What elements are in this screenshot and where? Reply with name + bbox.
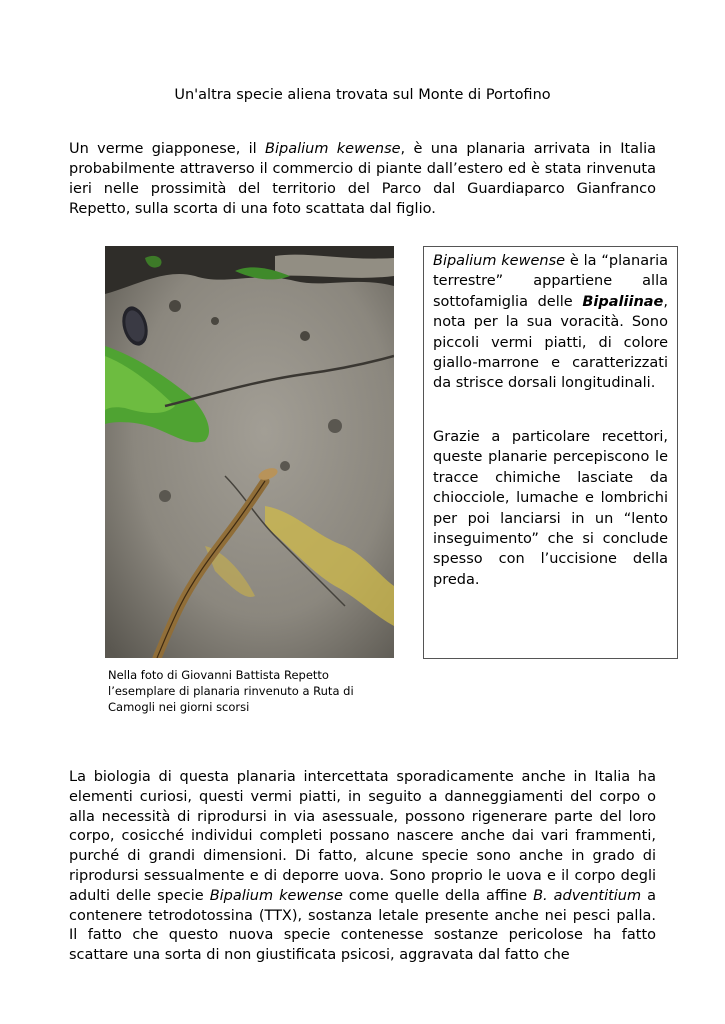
info-box-text-1: è la “planaria terrestre” appartiene alla sottofamiglia delle bbox=[433, 253, 668, 310]
page-title: Un'altra specie aliena trovata sul Monte di Portofino bbox=[174, 87, 551, 103]
info-box-subfamily-name: Bipaliinae bbox=[582, 293, 664, 310]
intro-paragraph bbox=[69, 139, 656, 219]
intro-text-before: Un verme giapponese, il bbox=[69, 141, 266, 157]
info-box bbox=[423, 246, 678, 659]
info-box-species-name: Bipalium kewense bbox=[433, 253, 566, 269]
info-box-text-2: , nota per la sua voracità. Sono piccoli vermi piatti, di colore giallo-marrone e caratterizzati da strisce dorsali longitudinali. bbox=[433, 293, 668, 392]
planaria-photo bbox=[105, 246, 394, 658]
intro-species-name: Bipalium kewense bbox=[265, 141, 401, 157]
photo-caption: Nella foto di Giovanni Battista Repetto l’esemplare di planaria rinvenuto a Ruta di Camogli nei giorni scorsi bbox=[108, 668, 354, 714]
info-box-paragraph-1 bbox=[433, 251, 668, 394]
body-species-1: Bipalium kewense bbox=[209, 887, 343, 904]
body-paragraph bbox=[69, 768, 656, 966]
body-text-2: come quelle della affine bbox=[342, 887, 534, 904]
body-text-3: a contenere tetrodotossina (TTX), sostanza letale presente anche nei pesci palla. Il fatto che questo nuova specie contenesse sostanze pericolose ha fatto scattare una sorta di non giustificata psicosi, aggravata dal fatto che bbox=[69, 887, 657, 964]
body-species-2: B. adventitium bbox=[533, 887, 642, 904]
body-text-1: La biologia di questa planaria intercettata sporadicamente anche in Italia ha elementi curiosi, questi vermi piatti, in seguito a danneggiamenti del corpo o alla necessità di riprodursi in via asessuale, possono rigenerare parte del loro corpo, cosicché individui completi possano nascere anche dai vari frammenti, purché di grandi dimensioni. Di fatto, alcune specie sono anche in grado di riprodursi sessualmente e di deporre uova. Sono proprio le uova e il corpo degli adulti delle specie bbox=[69, 769, 656, 904]
intro-text-after: , è una planaria arrivata in Italia probabilmente attraverso il commercio di piante dall’estero ed è stata rinvenuta ieri nelle prossimità del territorio del Parco dal Guardiaparco Gianfranco Repetto, sulla scorta di una foto scattata dal figlio. bbox=[69, 141, 656, 217]
info-box-paragraph-2: Grazie a particolare recettori, queste planarie percepiscono le tracce chimiche lasciate da chiocciole, lumache e lombrichi per poi lanciarsi in un “lento inseguimento” che si conclude spesso con l’uccisione della preda. bbox=[433, 429, 668, 588]
